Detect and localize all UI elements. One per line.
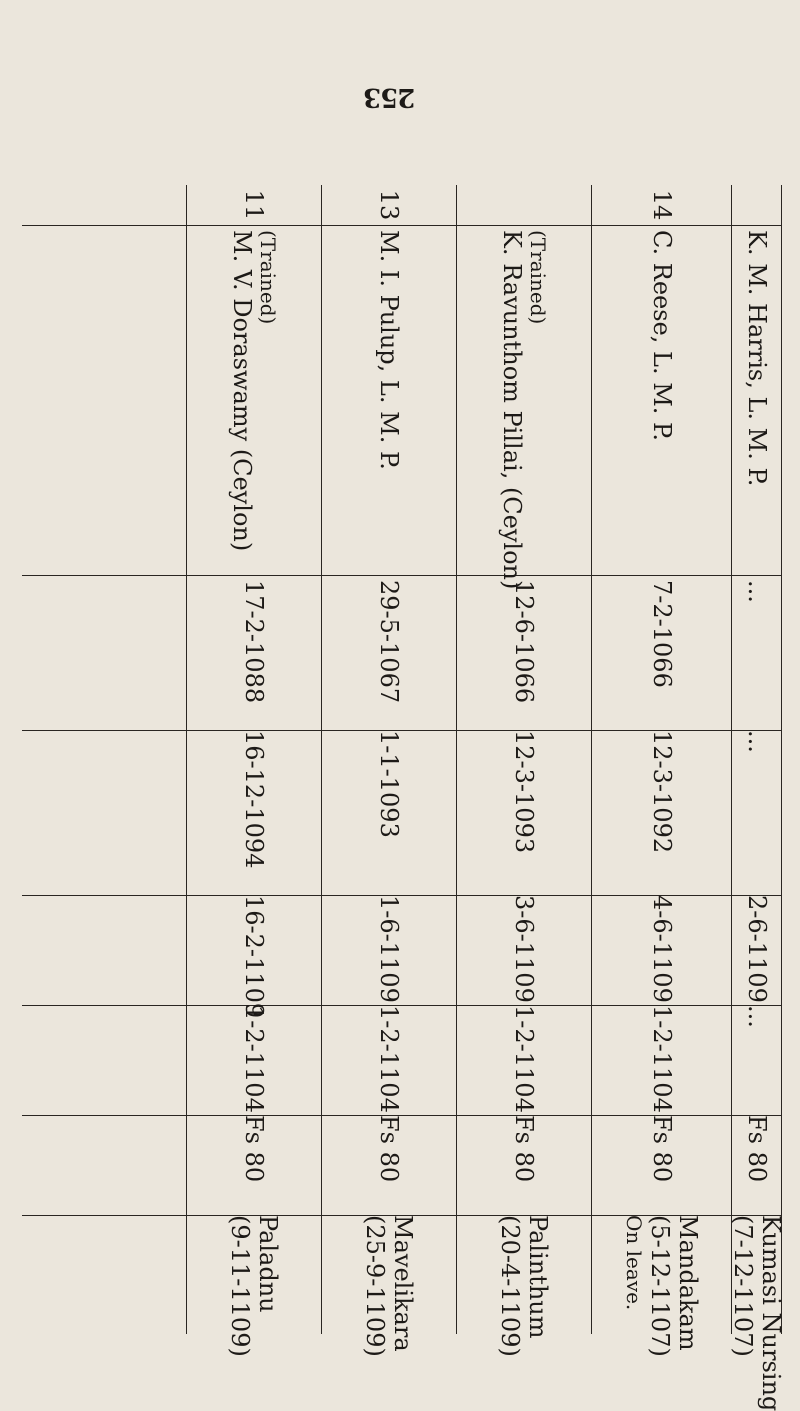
grade-date: 1-2-1104 — [375, 1005, 404, 1113]
station-date: (7-12-1107) — [729, 1215, 757, 1357]
station-name: Mandakam — [674, 1215, 702, 1351]
person-name: M. I. Pulup, L. M. P. — [375, 230, 404, 470]
trained-note: (Trained) — [526, 230, 551, 325]
person-name — [187, 230, 322, 560]
grade-date: 1-2-1104 — [240, 1005, 269, 1113]
station-date: (25-9-1109) — [361, 1215, 390, 1357]
person-name: K. M. Harris, L. M. P. — [743, 230, 771, 487]
service-date: 16-2-1109 — [240, 895, 269, 1019]
pay-scale: Fs 80 — [240, 1115, 269, 1183]
grade-date: 1-2-1104 — [510, 1005, 539, 1113]
pay-scale: Fs 80 — [510, 1115, 539, 1183]
table-row — [592, 185, 732, 1357]
entry-date: 16-12-1094 — [240, 730, 269, 869]
table-row — [187, 185, 322, 1357]
person-name-text: K. Ravunthom Pillai, (Ceylon) — [498, 230, 527, 590]
station — [592, 1215, 732, 1357]
pay-scale: Fs 80 — [648, 1115, 676, 1183]
entry-date: 12-3-1093 — [510, 730, 539, 854]
service-date: 3-6-1109 — [510, 895, 539, 1003]
station-name: Palinthum — [524, 1215, 553, 1339]
entry-date: ... — [743, 730, 771, 753]
service-date: 1-6-1109 — [375, 895, 404, 1003]
station-name: Kumasi Nursing — [757, 1215, 785, 1411]
trained-note: (Trained) — [256, 230, 281, 325]
service-date: 4-6-1109 — [648, 895, 676, 1003]
table-row-empty — [22, 185, 187, 1334]
row-number: 11 — [240, 189, 269, 221]
birth-date: 7-2-1066 — [648, 580, 676, 688]
station — [322, 1215, 457, 1357]
birth-date: 17-2-1088 — [240, 580, 269, 704]
station-date: (9-11-1109) — [226, 1215, 255, 1357]
station — [457, 1215, 592, 1357]
grade-date: ... — [743, 1005, 771, 1028]
row-number — [457, 185, 592, 225]
station-date: (5-12-1107) — [646, 1215, 674, 1357]
entry-date: 12-3-1092 — [648, 730, 676, 854]
birth-date: ... — [743, 580, 771, 603]
page-number: 253 — [364, 82, 416, 112]
remark: On leave. — [622, 1215, 646, 1311]
table-row — [457, 185, 592, 1357]
row-number — [732, 185, 782, 225]
table-row — [729, 185, 785, 1411]
station-name: Mavelikara — [389, 1215, 418, 1352]
birth-date: 29-5-1067 — [375, 580, 404, 704]
birth-date: 12-6-1066 — [510, 580, 539, 704]
station — [729, 1215, 785, 1411]
register-table — [22, 185, 785, 1411]
pay-scale: Fs 80 — [375, 1115, 404, 1183]
pay-scale: Fs 80 — [743, 1115, 771, 1183]
service-date: 2-6-1109 — [743, 895, 771, 1003]
table-row — [322, 185, 457, 1357]
row-number: 13 — [375, 189, 404, 221]
person-name — [457, 230, 592, 590]
entry-date: 1-1-1093 — [375, 730, 404, 838]
station — [187, 1215, 322, 1357]
grade-date: 1-2-1104 — [648, 1005, 676, 1113]
station-name: Paladnu — [254, 1215, 283, 1313]
station-date: (20-4-1109) — [496, 1215, 525, 1357]
person-name: C. Reese, L. M. P. — [648, 230, 676, 441]
person-name-text: M. V. Doraswamy (Ceylon) — [228, 230, 257, 552]
row-number: 14 — [648, 189, 676, 221]
